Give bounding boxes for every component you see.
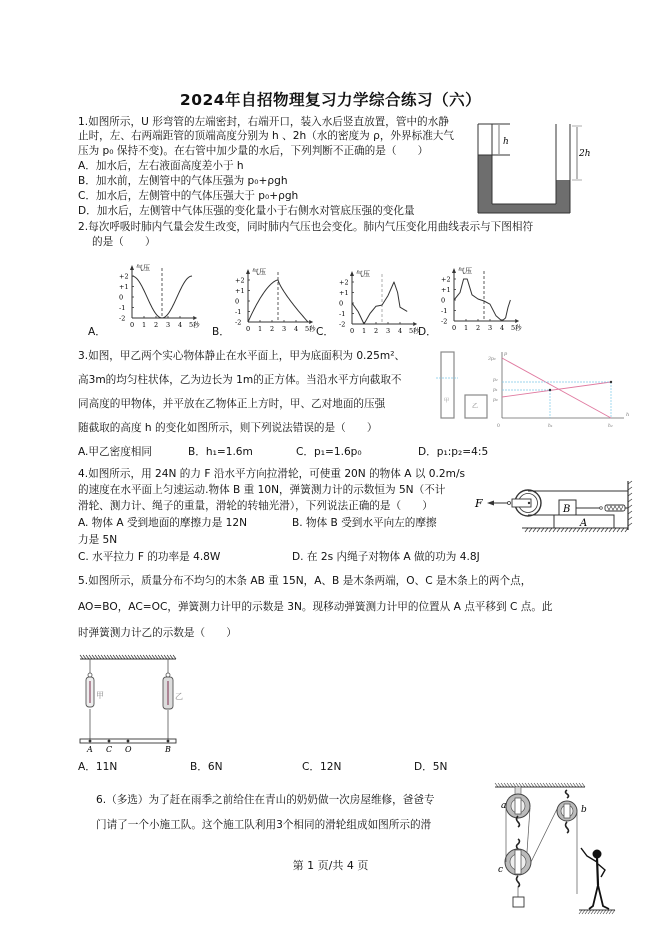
graph-xtick: 1 (142, 321, 147, 329)
q5-line-2: AO=BO，AC=OC，弹簧测力计甲的示数是 3N。现移动弹簧测力计甲的位置从 A 点平移到 C 点。此 (78, 601, 553, 613)
q4-option-d: D. 在 2s 内绳子对物体 A 做的功为 4.8J (292, 551, 480, 563)
graph-ytick: -1 (339, 310, 346, 318)
q5-label-C: C (106, 745, 113, 754)
graph-xtick: 1 (258, 325, 263, 333)
q4-label-F: F (475, 497, 483, 510)
graph-xtick: 4 (178, 321, 183, 329)
q4-option-b-cont: 力是 5N (78, 534, 118, 546)
graph-ytick: +1 (235, 287, 245, 295)
q1-option-b: B．加水前，左侧管中的气体压强为 p₀+ρgh (78, 175, 288, 187)
graph-ylabel: 气压 (356, 270, 370, 278)
graph-ytick: -1 (235, 308, 242, 316)
q1-line-2: 止时，左、右两端距管的顶端高度分别为 h 、2h（水的密度为 ρ，外界标准大气 (78, 130, 454, 142)
breathing-graph-b (234, 266, 318, 336)
graph-ytick: 0 (119, 293, 124, 302)
graph-xtick: 2 (374, 327, 379, 335)
q6-line-2: 门请了一个小施工队。这个施工队利用3个相同的滑轮组成如图所示的滑 (96, 819, 432, 831)
page-footer: 第 1 页/共 4 页 (292, 859, 369, 872)
q1-option-d: D．加水后，左侧管中气体压强的变化量小于右侧水对管底压强的变化量 (78, 205, 415, 217)
q5-label-A: A (87, 745, 93, 754)
graph-xtick: 4 (500, 324, 505, 332)
graph-ytick: +2 (441, 275, 451, 284)
u-tube-figure (470, 120, 590, 220)
graph-ytick: -2 (119, 314, 126, 323)
u-tube-label-2h: 2h (579, 149, 591, 159)
q5-option-c: C．12N (302, 761, 342, 773)
page-title: 2024年自招物理复习力学综合练习（六） (179, 91, 482, 109)
graph-xtick: 2 (270, 325, 275, 333)
graph-xtick: 1 (464, 324, 469, 332)
graph-xtick: 3 (488, 324, 493, 332)
graph-curve (454, 279, 510, 321)
breathing-graph-d (440, 265, 524, 335)
q3-axis-p: p (504, 351, 508, 357)
graph-curve (352, 282, 407, 324)
graph-xtick: 4 (398, 327, 403, 335)
q5-option-a: A．11N (78, 761, 118, 773)
graph-ytick: +2 (235, 276, 245, 285)
q1-option-c: C．加水后，左侧管中的气体压强大于 p₀+ρgh (78, 190, 299, 202)
graph-ytick: -1 (119, 304, 126, 312)
graph-ylabel: 气压 (252, 268, 266, 276)
graph-xtick: 0 (350, 327, 355, 335)
breathing-graph-a (118, 262, 202, 332)
q1-option-a: A．加水后，左右液面高度差小于 h (78, 160, 244, 172)
q3-axis-h: h (626, 412, 630, 418)
graph-ytick: +1 (339, 289, 349, 297)
q3-option-d: D．p₁:p₂=4:5 (418, 446, 489, 458)
q5-lever-figure (78, 655, 198, 755)
q4-label-A: A (580, 518, 588, 529)
q5-option-b: B．6N (190, 761, 223, 773)
q5-label-yi: 乙 (175, 692, 183, 701)
breathing-graph-c (338, 268, 422, 338)
q3-label-jia: 甲 (444, 398, 450, 404)
graph-xtick: 0 (246, 325, 251, 333)
graph-ytick: -2 (235, 318, 242, 327)
q5-label-jia: 甲 (96, 691, 104, 700)
q3-label-p1: p₁ (493, 388, 498, 393)
graph-xlabel: 5秒 (305, 325, 316, 333)
q5-label-O: O (125, 745, 132, 754)
graph-xtick: 3 (166, 321, 171, 329)
q4-option-c: C. 水平拉力 F 的功率是 4.8W (78, 551, 221, 563)
q5-line-3: 时弹簧测力计乙的示数是（ ） (78, 627, 237, 639)
graph-xlabel: 5秒 (511, 324, 522, 332)
graph-ylabel: 气压 (458, 267, 472, 275)
graph-ytick: 0 (339, 299, 344, 308)
graph-xtick: 0 (452, 324, 457, 332)
graph-ytick: -1 (441, 307, 448, 315)
q3-option-b: B．h₁=1.6m (188, 446, 253, 458)
graph-ytick: -2 (339, 320, 346, 329)
q3-option-c: C．p₁=1.6p₀ (296, 446, 362, 458)
q2-option-a: A． (88, 326, 106, 338)
q4-line-3: 滑轮、测力计、绳子的重量，滑轮的转轴光滑），下列说法正确的是（ ） (78, 500, 433, 512)
q3-label-3p0: 3p₀ (488, 357, 496, 362)
q4-line-2: 的速度在水平面上匀速运动.物体 B 重 10N，弹簧测力计的示数恒为 5N（不计 (78, 484, 446, 496)
graph-ytick: 0 (235, 297, 240, 306)
q4-option-a: A. 物体 A 受到地面的摩擦力是 12N (78, 517, 248, 529)
q4-label-B: B (563, 504, 571, 515)
q3-line-2: 高3m的均匀柱状体，乙为边长为 1m的正方体。当沿水平方向截取不 (78, 374, 402, 386)
q5-option-d: D．5N (414, 761, 448, 773)
graph-curve (132, 276, 192, 318)
q3-label-h1: h₁ (548, 424, 553, 429)
graph-xtick: 2 (154, 321, 159, 329)
q3-label-p2: p₂ (493, 378, 498, 383)
q3-option-a: A.甲乙密度相同 (78, 446, 152, 458)
q6-label-b: b (581, 805, 587, 815)
graph-ylabel: 气压 (136, 264, 150, 272)
q6-label-c: c (498, 865, 504, 875)
graph-curve (248, 280, 308, 322)
graph-ytick: +1 (441, 286, 451, 294)
q4-pulley-figure (470, 478, 640, 540)
graph-ytick: 0 (441, 296, 446, 305)
q6-label-a: a (501, 801, 507, 811)
q5-line-1: 5.如图所示，质量分布不均匀的木条 AB 重 15N，A、B 是木条两端，O、C 是木条上的两个点， (78, 575, 532, 587)
graph-xlabel: 5秒 (189, 321, 200, 329)
graph-xtick: 3 (282, 325, 287, 333)
q2-line-1: 2.每次呼吸时肺内气量会发生改变，同时肺内气压也会变化。肺内气压变化用曲线表示与下图相符 (78, 221, 534, 233)
q1-line-3: 压为 p₀ 保持不变)。在右管中加少量的水后，下列判断不正确的是（ ） (78, 145, 429, 157)
q6-line-1: 6.（多选）为了赶在雨季之前给住在青山的奶奶做一次房屋维修，爸爸专 (96, 794, 435, 806)
q5-label-B: B (165, 745, 171, 754)
q3-figure (438, 350, 638, 440)
q2-option-b: B． (212, 326, 230, 338)
graph-ytick: +1 (119, 283, 129, 291)
q1-line-1: 1.如图所示，U 形弯管的左端密封，右端开口，装入水后竖直放置，管中的水静 (78, 116, 449, 128)
graph-ytick: -2 (441, 317, 448, 326)
graph-xlabel: 5秒 (409, 327, 420, 335)
q2-line-2: 的是（ ） (92, 236, 156, 248)
q3-line-3: 同高度的甲物体，并平放在乙物体正上方时，甲、乙对地面的压强 (78, 398, 386, 410)
graph-xtick: 3 (386, 327, 391, 335)
u-tube-label-h: h (503, 137, 509, 147)
q2-option-c: C． (316, 326, 334, 338)
graph-xtick: 2 (476, 324, 481, 332)
q3-label-yi: 乙 (472, 403, 479, 410)
q4-line-1: 4.如图所示，用 24N 的力 F 沿水平方向拉滑轮，可使重 20N 的物体 A 以 0.2m/s (78, 468, 466, 480)
graph-ytick: +2 (119, 272, 129, 281)
q3-label-h2: h₂ (608, 424, 613, 429)
q4-option-b: B. 物体 B 受到水平向左的摩擦 (292, 517, 437, 529)
q3-label-p0: p₀ (493, 398, 498, 403)
q3-line-4: 随截取的高度 h 的变化如图所示，则下列说法错误的是（ ） (78, 422, 378, 434)
q3-label-origin: 0 (497, 424, 500, 429)
q2-option-d: D． (418, 326, 437, 338)
graph-xtick: 0 (130, 321, 135, 329)
graph-xtick: 1 (362, 327, 367, 335)
graph-ytick: +2 (339, 278, 349, 287)
q3-line-1: 3.如图，甲乙两个实心物体静止在水平面上，甲为底面积为 0.25m²、 (78, 350, 406, 362)
graph-xtick: 4 (294, 325, 299, 333)
